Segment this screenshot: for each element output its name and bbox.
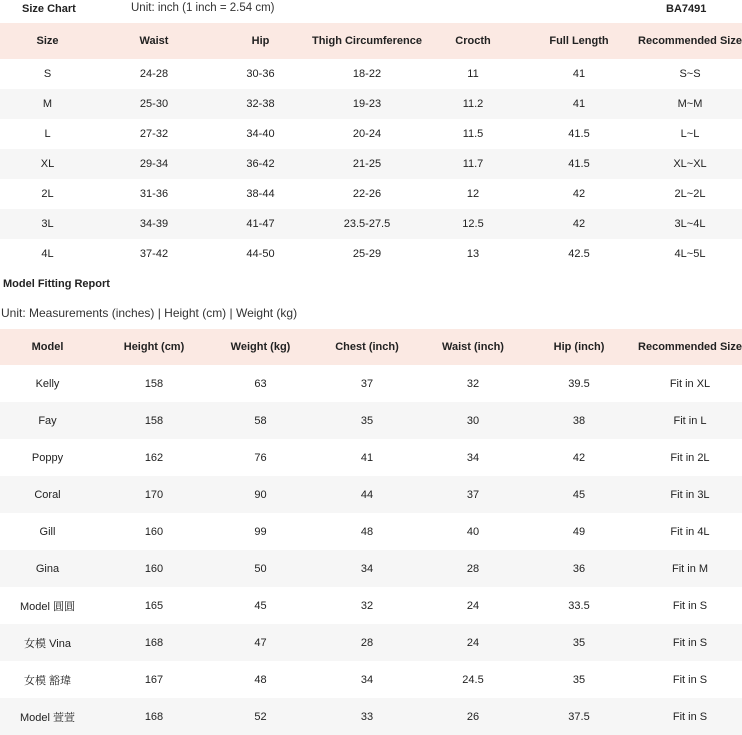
model-report-cell: 158	[144, 377, 164, 390]
size-chart-cell: M~M	[638, 89, 742, 119]
size-chart-column-header: Waist	[95, 23, 213, 59]
size-chart-cell: 41-47	[213, 209, 308, 239]
model-report-cell: Fay	[0, 402, 95, 439]
size-chart-table	[0, 23, 742, 269]
model-report-column-header: Waist (inch)	[426, 329, 520, 365]
model-report-cell: 48	[360, 525, 374, 538]
model-report-cell: Gina	[0, 550, 95, 587]
model-report-cell: 38	[520, 402, 638, 439]
model-report-cell: Gill	[39, 525, 56, 538]
size-chart-cell: 42	[520, 209, 638, 239]
size-chart-cell: 24-28	[139, 68, 169, 80]
model-report-cell: 160	[95, 550, 213, 587]
size-chart-cell: S~S	[679, 68, 701, 80]
model-report-cell: 168	[95, 624, 213, 661]
model-report-cell: Model 圓圓	[19, 600, 76, 613]
model-report-cell: Fit in S	[672, 673, 708, 686]
product-code: BA7491	[666, 3, 707, 15]
model-report-cell: 37	[360, 377, 374, 390]
size-chart-cell: L~L	[680, 128, 700, 140]
model-report-title: Model Fitting Report	[3, 278, 110, 290]
model-report-row	[0, 513, 742, 550]
model-report-cell: Fit in 2L	[670, 451, 710, 464]
model-report-cell: 49	[572, 525, 586, 538]
size-chart-cell: M	[0, 89, 95, 119]
model-report-row	[0, 624, 742, 661]
size-chart-cell: 12	[466, 188, 480, 200]
size-chart-row	[0, 119, 742, 149]
size-chart-cell: 3L~4L	[638, 209, 742, 239]
size-chart-column-header: Crocth	[426, 23, 520, 59]
model-report-cell: 24	[466, 599, 480, 612]
model-report-cell: 58	[213, 402, 308, 439]
size-chart-cell: 29-34	[95, 149, 213, 179]
size-chart-cell: 30-36	[246, 68, 275, 80]
model-report-cell: 90	[213, 476, 308, 513]
model-report-cell: 28	[308, 624, 426, 661]
size-chart-cell: 11	[467, 68, 479, 80]
model-report-cell: 45	[520, 476, 638, 513]
model-report-cell: 33.5	[568, 599, 590, 612]
model-report-header-row	[0, 329, 742, 365]
size-chart-cell: 31-36	[139, 188, 169, 200]
size-chart-cell: XL	[0, 149, 95, 179]
model-report-row	[0, 365, 742, 402]
model-report-cell: 45	[254, 599, 267, 612]
size-chart-body	[0, 59, 742, 269]
model-report-cell: 30	[426, 402, 520, 439]
model-report-cell: 34	[360, 673, 374, 686]
size-chart-cell: 3L	[0, 209, 95, 239]
model-report-cell: 34	[308, 550, 426, 587]
size-chart-cell: 32-38	[213, 89, 308, 119]
model-report-cell: 47	[213, 624, 308, 661]
size-chart-cell: 41	[572, 68, 586, 80]
model-report-column-header: Weight (kg)	[213, 329, 308, 365]
size-chart-row	[0, 209, 742, 239]
model-report-cell: 170	[95, 476, 213, 513]
model-report-cell: 33	[308, 698, 426, 735]
model-report-cell: 34	[466, 451, 480, 464]
size-chart-row	[0, 179, 742, 209]
model-report-cell: 48	[254, 673, 267, 686]
model-report-column-header: Hip (inch)	[520, 329, 638, 365]
size-chart-row	[0, 59, 742, 89]
size-chart-title: Size Chart	[22, 3, 76, 15]
model-report-cell: 167	[144, 673, 164, 686]
size-chart-cell: 42	[572, 188, 586, 200]
model-report-cell: 37	[426, 476, 520, 513]
model-report-cell: Fit in S	[638, 698, 742, 735]
size-chart-column-header: Hip	[213, 23, 308, 59]
model-report-cell: 女模 Vina	[0, 624, 95, 661]
size-chart-cell: L	[44, 128, 51, 140]
model-report-row	[0, 698, 742, 735]
size-chart-header-row	[0, 23, 742, 59]
model-report-column-header: Recommended Size	[638, 329, 742, 365]
size-chart-cell: 25-30	[95, 89, 213, 119]
model-report-cell: 52	[213, 698, 308, 735]
model-report-table	[0, 329, 742, 735]
model-report-cell: Fit in 4L	[670, 525, 710, 538]
model-report-cell: 165	[144, 599, 164, 612]
model-report-cell: 28	[426, 550, 520, 587]
size-chart-cell: 18-22	[352, 68, 382, 80]
size-chart-column-header: Size	[0, 23, 95, 59]
model-report-cell: 44	[308, 476, 426, 513]
size-chart-cell: 11.5	[462, 128, 484, 140]
model-report-cell: 女模 豁瑋	[23, 674, 72, 687]
size-chart-cell: XL~XL	[638, 149, 742, 179]
model-report-cell: 32	[466, 377, 480, 390]
model-report-cell: 35	[520, 624, 638, 661]
size-chart-cell: 38-44	[246, 188, 275, 200]
model-report-cell: Fit in S	[672, 599, 708, 612]
model-report-cell: Fit in 3L	[638, 476, 742, 513]
size-chart-column-header: Thigh Circumference	[308, 23, 426, 59]
model-report-row	[0, 550, 742, 587]
model-report-cell: 39.5	[568, 377, 590, 390]
model-report-cell: Poppy	[31, 451, 64, 464]
size-chart-cell: 27-32	[139, 128, 169, 140]
model-report-body	[0, 365, 742, 735]
model-report-column-header: Model	[0, 329, 95, 365]
model-report-cell: 37.5	[520, 698, 638, 735]
model-report-cell: 42	[572, 451, 586, 464]
model-report-cell: 26	[426, 698, 520, 735]
size-chart-cell: 41.5	[568, 128, 590, 140]
size-chart-cell: S	[43, 68, 52, 80]
size-chart-cell: 22-26	[352, 188, 382, 200]
model-report-cell: Model 萱萱	[0, 698, 95, 735]
size-chart-cell: 2L	[41, 188, 54, 200]
size-chart-cell: 11.7	[426, 149, 520, 179]
model-report-unit-note: Unit: Measurements (inches) | Height (cm) | Weight (kg)	[1, 306, 298, 320]
model-report-cell: Coral	[0, 476, 95, 513]
size-chart-column-header: Full Length	[520, 23, 638, 59]
size-chart-row	[0, 89, 742, 119]
size-chart-cell: 4L~5L	[674, 248, 706, 260]
size-chart-cell: 4L	[41, 248, 54, 260]
size-chart-cell: 42.5	[568, 248, 590, 260]
size-chart-cell: 11.2	[426, 89, 520, 119]
size-chart-unit-note: Unit: inch (1 inch = 2.54 cm)	[131, 2, 275, 14]
size-chart-cell: 20-24	[352, 128, 382, 140]
model-report-row	[0, 661, 742, 698]
model-report-cell: 168	[95, 698, 213, 735]
size-chart-cell: 19-23	[308, 89, 426, 119]
model-report-cell: 160	[144, 525, 164, 538]
model-report-row	[0, 402, 742, 439]
size-chart-cell: 36-42	[213, 149, 308, 179]
model-report-cell: Kelly	[35, 377, 60, 390]
size-chart-cell: 41.5	[520, 149, 638, 179]
size-chart-cell: 2L~2L	[674, 188, 706, 200]
model-report-cell: Fit in M	[638, 550, 742, 587]
size-chart-cell: 37-42	[139, 248, 169, 260]
size-chart-cell: 23.5-27.5	[308, 209, 426, 239]
size-chart-row	[0, 149, 742, 179]
size-chart-cell: 34-39	[95, 209, 213, 239]
model-report-cell: 32	[360, 599, 374, 612]
size-chart-row	[0, 239, 742, 269]
model-report-cell: 36	[520, 550, 638, 587]
model-report-cell: 24	[426, 624, 520, 661]
model-report-column-header: Height (cm)	[95, 329, 213, 365]
model-report-cell: 35	[572, 673, 586, 686]
model-report-row	[0, 587, 742, 624]
size-chart-column-header: Recommended Size	[638, 23, 742, 59]
model-report-cell: 76	[254, 451, 267, 464]
size-chart-cell: 12.5	[426, 209, 520, 239]
model-report-cell: 24.5	[462, 673, 484, 686]
size-chart-cell: 13	[466, 248, 480, 260]
model-report-cell: 35	[308, 402, 426, 439]
model-report-row	[0, 476, 742, 513]
model-report-cell: 50	[213, 550, 308, 587]
model-report-row	[0, 439, 742, 476]
model-report-column-header: Chest (inch)	[308, 329, 426, 365]
model-report-cell: 158	[95, 402, 213, 439]
model-report-cell: 41	[360, 451, 374, 464]
model-report-cell: 99	[254, 525, 267, 538]
model-report-cell: 63	[254, 377, 267, 390]
model-report-cell: 40	[466, 525, 480, 538]
size-chart-cell: 21-25	[308, 149, 426, 179]
size-chart-cell: 25-29	[352, 248, 382, 260]
model-report-cell: 162	[144, 451, 164, 464]
model-report-cell: Fit in L	[638, 402, 742, 439]
size-chart-cell: 44-50	[246, 248, 275, 260]
size-chart-cell: 41	[520, 89, 638, 119]
size-chart-cell: 34-40	[246, 128, 275, 140]
model-report-cell: Fit in S	[638, 624, 742, 661]
model-report-cell: Fit in XL	[669, 377, 711, 390]
